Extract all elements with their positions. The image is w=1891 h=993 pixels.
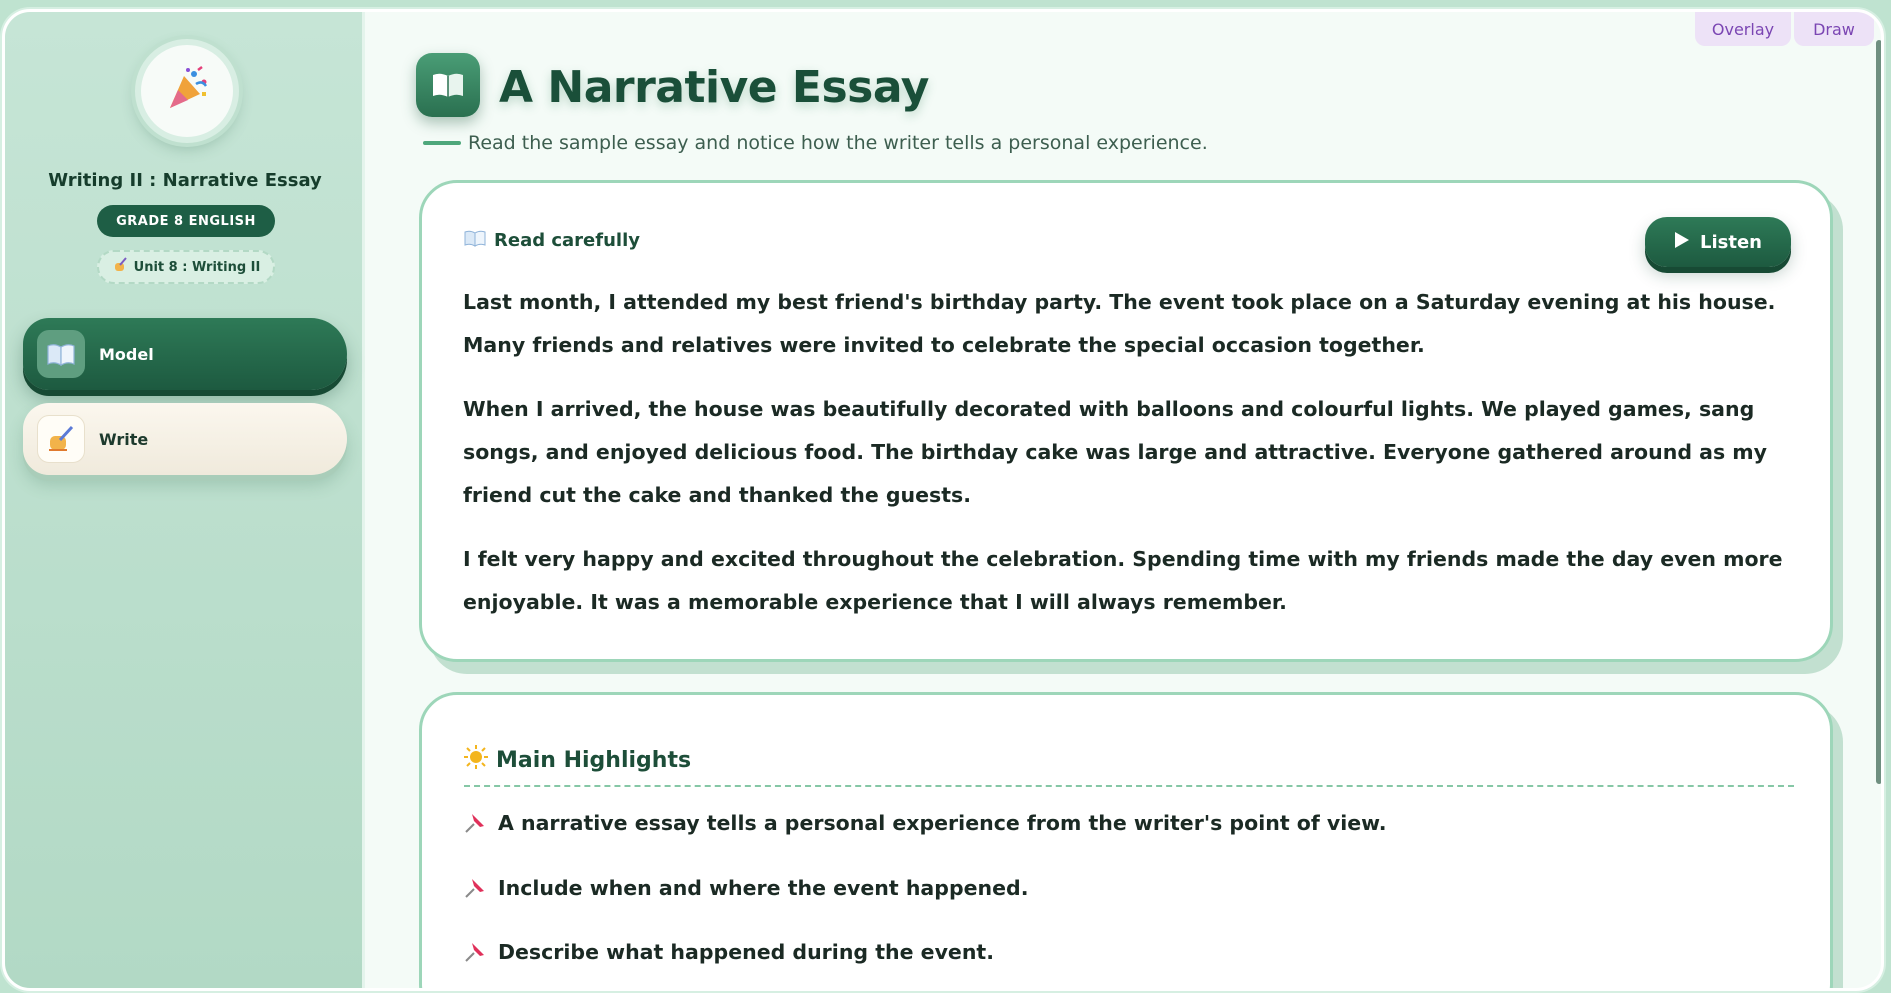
- grade-badge: GRADE 8 ENGLISH: [97, 205, 275, 237]
- subtitle-accent-line: [423, 141, 461, 145]
- party-popper-icon: [162, 64, 212, 118]
- open-book-icon: [37, 330, 85, 378]
- essay-paragraph: Last month, I attended my best friend's birthday party. The event took place on a Saturday evening at his house. Many friends and relatives were invited to celebrate the special occasion together.: [463, 290, 1776, 357]
- divider: [464, 785, 1794, 787]
- unit-badge-label: Unit 8 : Writing II: [133, 259, 261, 275]
- essay-paragraph: When I arrived, the house was beautifully decorated with balloons and colourful lights. We played games, sang songs, and enjoyed delicious food. The birthday cake was large and attractive. Everyone gathered around as my friend cut the cake and thanked the guests.: [463, 397, 1768, 507]
- essay-paragraph: I felt very happy and excited throughout the celebration. Spending time with my friends made the day even more enjoyable. It was a memorable experience that I will always remember.: [463, 547, 1783, 614]
- sidebar-title: Writing II : Narrative Essay: [48, 170, 322, 191]
- highlights-card: [419, 692, 1833, 991]
- sidebar-item-write[interactable]: [23, 403, 347, 475]
- list-item: [464, 932, 1794, 991]
- sidebar-item-model[interactable]: [23, 318, 347, 390]
- essay-body: [463, 281, 1803, 645]
- read-carefully-label: [464, 229, 640, 252]
- unit-badge: [97, 250, 275, 284]
- draw-button[interactable]: Draw: [1794, 12, 1874, 46]
- list-item: [464, 803, 1794, 868]
- pushpin-icon: [464, 932, 488, 972]
- listen-button-label: Listen: [1700, 231, 1762, 253]
- open-book-icon: [416, 53, 480, 117]
- sidebar-item-label: Model: [99, 344, 154, 364]
- highlights-title: [464, 745, 691, 775]
- sun-icon: [464, 745, 488, 775]
- listen-button[interactable]: [1645, 217, 1791, 267]
- play-icon: [1674, 231, 1690, 254]
- writing-hand-icon: [112, 257, 128, 277]
- pushpin-icon: [464, 868, 488, 908]
- highlight-text: Include when and where the event happened.: [498, 875, 1029, 900]
- pushpin-icon: [464, 803, 488, 843]
- page-subtitle: Read the sample essay and notice how the writer tells a personal experience.: [468, 132, 1208, 154]
- highlight-text: Describe what happened during the event.: [498, 940, 995, 964]
- highlight-text: A narrative essay tells a personal experience from the writer's point of view.: [498, 811, 1387, 835]
- page-title: A Narrative Essay: [499, 62, 929, 113]
- open-book-icon: [464, 229, 486, 252]
- avatar: [135, 39, 239, 143]
- read-carefully-text: Read carefully: [494, 230, 640, 251]
- writing-hand-icon: [37, 415, 85, 463]
- sidebar-item-label: Write: [99, 429, 149, 449]
- list-item: [464, 868, 1794, 933]
- highlights-title-text: Main Highlights: [496, 747, 692, 773]
- essay-card: [419, 180, 1833, 662]
- app-window: [2, 9, 1884, 991]
- overlay-button[interactable]: Overlay: [1695, 12, 1791, 46]
- sidebar: [5, 12, 365, 988]
- scrollbar[interactable]: [1876, 40, 1882, 784]
- highlights-list: [464, 803, 1794, 991]
